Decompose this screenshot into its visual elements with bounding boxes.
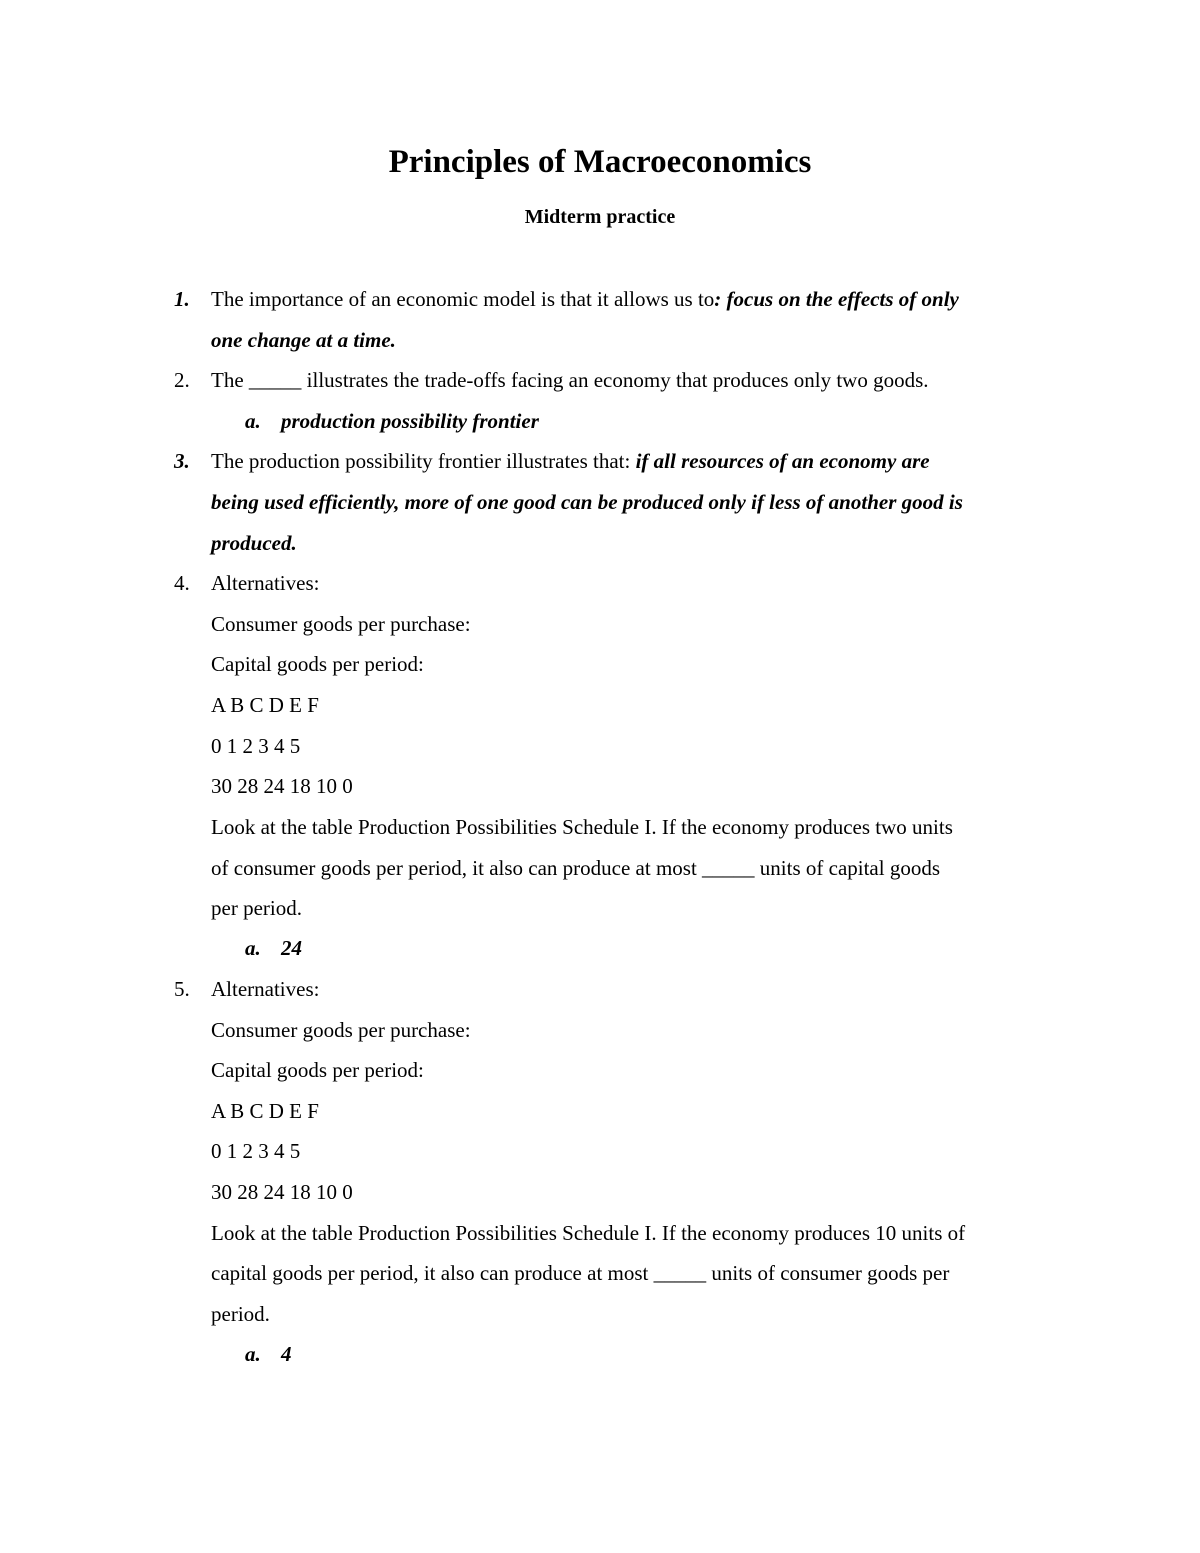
q1-prefix: The importance of an economic model is that it allows us to (211, 287, 715, 311)
q1-number: 1. (174, 287, 190, 311)
q4-letters-row: A B C D E F (211, 693, 319, 717)
q5-alternatives: Alternatives: (211, 977, 320, 1001)
q5-consumer-label: Consumer goods per purchase: (211, 1018, 471, 1042)
q4-answer: 24 (281, 936, 302, 960)
q5-number: 5. (174, 977, 190, 1001)
q4-number: 4. (174, 571, 190, 595)
q2-answer: production possibility frontier (281, 409, 539, 433)
page-title: Principles of Macroeconomics (388, 144, 812, 180)
q4-text-line-3: per period. (211, 896, 302, 920)
q5-text-line-2: capital goods per period, it also can produce at most _____ units of consumer goods per (211, 1261, 950, 1285)
q2-answer-letter: a. (245, 409, 261, 433)
q5-capital-label: Capital goods per period: (211, 1058, 424, 1082)
q5-text-line-3: period. (211, 1302, 270, 1326)
q4-consumer-row: 0 1 2 3 4 5 (211, 734, 301, 758)
q3-answer-part-1: if all resources of an economy are (635, 449, 930, 473)
q2-text: The _____ illustrates the trade-offs facing an economy that produces only two goods. (211, 368, 929, 392)
q5-consumer-row: 0 1 2 3 4 5 (211, 1139, 301, 1163)
q5-capital-row: 30 28 24 18 10 0 (211, 1180, 353, 1204)
q4-text-line-2: of consumer goods per period, it also can produce at most _____ units of capital goods (211, 856, 941, 880)
q3-answer-part-3: produced. (211, 531, 297, 555)
q4-consumer-label: Consumer goods per purchase: (211, 612, 471, 636)
q4-alternatives: Alternatives: (211, 571, 320, 595)
q4-capital-label: Capital goods per period: (211, 652, 424, 676)
q5-answer-letter: a. (245, 1342, 261, 1366)
q3-answer-part-2: being used efficiently, more of one good can be produced only if less of another good is (211, 490, 963, 514)
q3-prefix: The production possibility frontier illustrates that: (211, 449, 636, 473)
q5-text-line-1: Look at the table Production Possibilities Schedule I. If the economy produces 10 units of (211, 1221, 966, 1245)
q3-line-1 (211, 447, 930, 475)
q5-answer: 4 (281, 1342, 292, 1366)
q4-capital-row: 30 28 24 18 10 0 (211, 774, 353, 798)
q4-text-line-1: Look at the table Production Possibilities Schedule I. If the economy produces two units (211, 815, 953, 839)
q4-answer-letter: a. (245, 936, 261, 960)
q1-line-1 (211, 285, 959, 313)
q5-letters-row: A B C D E F (211, 1099, 319, 1123)
q1-answer-part-2: one change at a time. (211, 328, 396, 352)
q3-number: 3. (174, 449, 190, 473)
page-subtitle: Midterm practice (524, 206, 676, 228)
q2-number: 2. (174, 368, 190, 392)
q1-answer-part-1: : focus on the effects of only (714, 287, 959, 311)
